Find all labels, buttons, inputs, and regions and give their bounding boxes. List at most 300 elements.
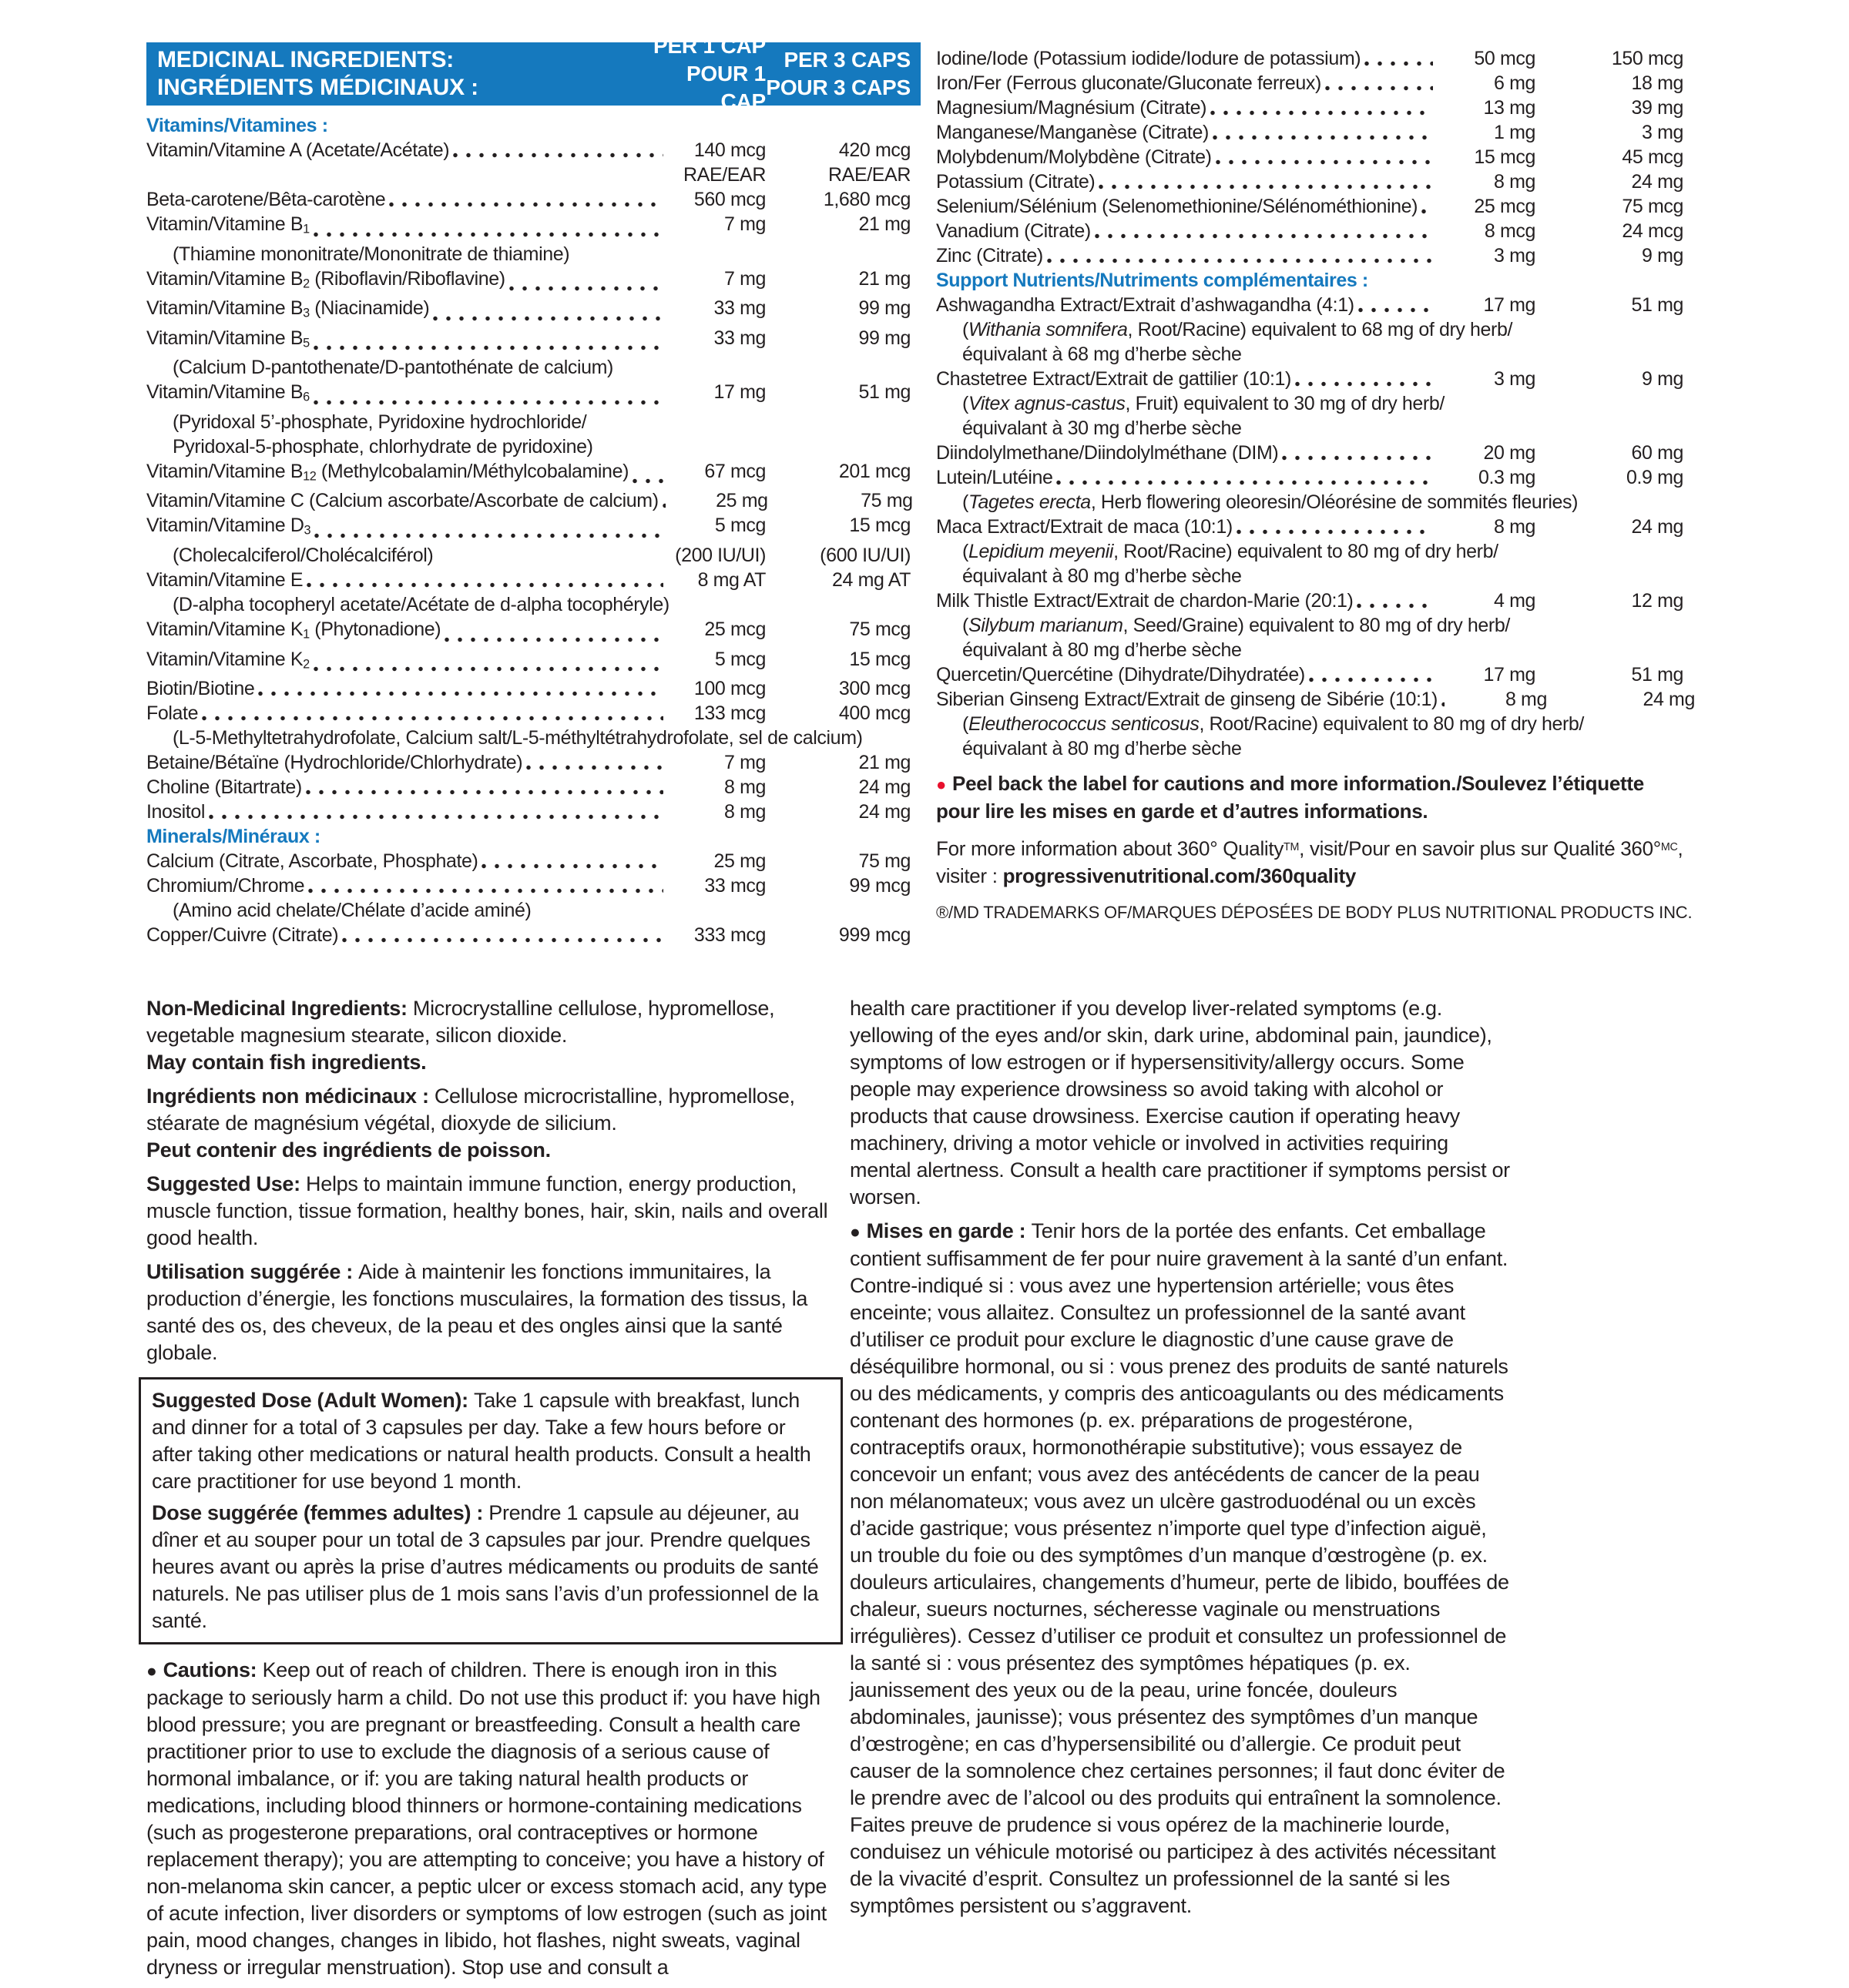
per-1-cap-value: 8 mcg — [1484, 220, 1535, 242]
text-segment: Chromium/Chrome — [146, 875, 305, 897]
dot-leader — [1324, 74, 1433, 96]
text-segment: Silybum marianum — [968, 615, 1123, 636]
ingredient-row — [146, 380, 921, 410]
ingredient-label — [936, 243, 1043, 268]
ingredient-label — [146, 647, 310, 677]
ingredient-sub-label — [146, 726, 911, 750]
text-segment: Utilisation suggérée : — [146, 1260, 359, 1283]
per-1-cap-value: 100 mcg — [693, 678, 766, 700]
dot-leader — [443, 625, 663, 647]
text-segment: Betaine/Bétaïne (Hydrochloride/Chlorhydrate) — [146, 752, 523, 774]
text-segment: (D-alpha tocopheryl acetate/Acétate de d-alpha tocophéryle) — [173, 593, 669, 615]
per-3-caps-value: 24 mg — [858, 801, 911, 823]
left-ingredient-rows — [146, 113, 921, 947]
ingredient-sub-row — [146, 592, 921, 617]
per-1-cap-value: 13 mg — [1483, 97, 1535, 119]
ingredient-row — [146, 187, 921, 212]
text-segment: Peel back the label for cautions and more information./Soulevez l’étiquette pour lire les mises en garde et d’autres informations. — [936, 772, 1644, 823]
text-segment: , Root/Racine) equivalent to 80 mg of dry herb/ — [1199, 713, 1584, 735]
ingredient-sub-row — [936, 539, 1687, 564]
ingredient-sub-row — [936, 490, 1687, 515]
ingredient-label — [146, 800, 205, 824]
black-dot-bullet-icon: ● — [850, 1222, 861, 1242]
per-1-cap-value: 25 mcg — [1474, 196, 1535, 217]
ingredient-label — [146, 849, 478, 873]
per-1-cap-value: 25 mg — [713, 850, 766, 873]
ingredient-sub-row — [936, 613, 1687, 638]
ingredient-row — [936, 515, 1687, 539]
ingredient-row — [146, 873, 921, 898]
per-3-caps-value: 99 mcg — [849, 875, 911, 897]
dot-leader — [1357, 296, 1433, 317]
ingredient-label — [936, 169, 1095, 194]
dot-leader — [1045, 246, 1433, 268]
text-segment: Non-Medicinal Ingredients: — [146, 997, 413, 1020]
dot-leader — [525, 753, 663, 775]
ingredient-row — [936, 194, 1687, 219]
dot-leader — [480, 852, 663, 873]
dose-paragraph — [152, 1387, 830, 1495]
dot-leader — [312, 388, 663, 410]
per-3-caps-column-header — [766, 46, 911, 102]
ingredient-row — [146, 923, 921, 947]
per-3-caps-value: 24 mg AT — [832, 568, 911, 591]
text-segment: Aide à maintenir les fonctions immunitaires, la production d’énergie, les fonctions musculaires, la formation des tissus, la santé des os, des cheveux, de la peau et des ongles ainsi que la santé globale. — [146, 1260, 808, 1364]
per-3-caps-value: 51 mg — [1631, 664, 1683, 686]
ingredient-label — [146, 380, 310, 410]
text-segment: For more information about 360° Quality — [936, 836, 1284, 860]
cautions-paragraph — [146, 1657, 840, 1981]
ingredient-label — [936, 46, 1361, 71]
dot-leader — [1093, 222, 1433, 243]
dot-leader — [200, 704, 663, 726]
text-segment: ( — [962, 713, 968, 735]
ingredient-row — [936, 96, 1687, 120]
text-segment: Helps to maintain immune function, energy production, muscle function, tissue formation, healthy bones, hair, skin, nails and overall good health. — [146, 1172, 828, 1249]
per-1-cap-sub-value: (200 IU/UI) — [675, 544, 766, 566]
dot-leader — [312, 220, 663, 242]
text-segment: 1 — [303, 222, 310, 236]
ingredient-sub-label — [146, 434, 911, 459]
per-1-cap-value: 333 mcg — [693, 924, 766, 947]
text-segment: Copper/Cuivre (Citrate) — [146, 924, 339, 947]
ingredient-sub-label — [146, 898, 911, 923]
medicinal-ingredients-header-bar — [146, 34, 921, 113]
ingredient-row — [146, 617, 921, 647]
per-1-cap-value: 17 mg — [713, 381, 766, 404]
text-segment: équivalant à 80 mg d’herbe sèche — [962, 639, 1242, 661]
ingredient-label — [936, 687, 1438, 712]
cautions-paragraph — [850, 1218, 1512, 1919]
text-segment: Vitamin/Vitamine B — [146, 381, 304, 404]
per-1-cap-value: 560 mcg — [693, 189, 766, 210]
text-segment: 2 — [303, 657, 310, 672]
medicinal-ingredients-left-column — [146, 34, 921, 947]
ingredient-sub-label — [936, 490, 1683, 515]
per-3-caps-value: 420 mcg — [838, 139, 911, 161]
ingredient-row — [936, 662, 1687, 687]
text-segment: Selenium/Sélénium (Selenomethionine/Sélénométhionine) — [936, 196, 1418, 217]
ingredient-row — [146, 701, 921, 726]
per-1-cap-value: 33 mg — [713, 327, 766, 349]
text-segment: Vitamin/Vitamine D — [146, 515, 304, 537]
per-3-caps-value: 21 mg — [858, 267, 911, 290]
per-3-caps-sub-value: RAE/EAR — [828, 164, 911, 186]
dot-leader — [257, 679, 663, 701]
bottom-left-text-column — [146, 995, 840, 1988]
per-1-cap-value: 7 mg — [724, 752, 766, 774]
text-segment: Vitamin/Vitamine B — [146, 297, 304, 320]
ingredient-row — [936, 293, 1687, 317]
per-1-cap-value: 25 mg — [716, 490, 768, 512]
per-1-cap-value: 5 mcg — [714, 515, 766, 537]
ingredient-label — [936, 515, 1233, 539]
cautions-paragraph — [850, 995, 1512, 1211]
dot-leader — [1209, 99, 1433, 120]
ingredient-sub-label — [936, 539, 1683, 564]
ingredient-label — [146, 212, 310, 242]
text-segment: (Methylcobalamin/Méthylcobalamine) — [316, 460, 629, 482]
non-medicinal-and-use-paragraphs — [146, 995, 840, 1366]
text-segment: Lutein/Lutéine — [936, 467, 1053, 488]
section-heading: Vitamins/Vitamines : — [146, 115, 328, 136]
per-3-caps-value: 400 mcg — [838, 702, 911, 725]
text-segment: Peut contenir des ingrédients de poisson. — [146, 1138, 551, 1162]
per-3-caps-value: 3 mg — [1642, 122, 1683, 143]
ingredient-row — [146, 296, 921, 326]
per-1-cap-value: 8 mg — [1505, 689, 1547, 710]
suggested-dose-box — [139, 1377, 843, 1644]
text-segment: Vitamin/Vitamine B — [146, 460, 304, 482]
text-segment: Biotin/Biotine — [146, 678, 255, 700]
ingredient-label — [146, 568, 303, 592]
text-segment: May contain fish ingredients. — [146, 1051, 427, 1074]
ingredient-row — [146, 568, 921, 592]
ingredient-row — [146, 267, 921, 297]
dot-leader — [305, 571, 663, 592]
ingredient-label — [146, 775, 302, 800]
ingredient-row — [936, 588, 1687, 613]
dot-leader — [431, 304, 663, 326]
per-1-cap-value: 17 mg — [1483, 664, 1535, 686]
info-paragraph — [146, 995, 840, 1049]
per-3-caps-value: 201 mcg — [838, 460, 911, 482]
per-1-cap-value: 33 mg — [713, 297, 766, 320]
per-1-cap-value: 8 mg — [724, 776, 766, 799]
text-segment: Vitamin/Vitamine B — [146, 267, 304, 290]
dot-leader — [341, 926, 663, 947]
ingredient-label — [146, 138, 449, 163]
per-1-cap-value: 7 mg — [724, 267, 766, 290]
text-segment: Magnesium/Magnésium (Citrate) — [936, 97, 1207, 119]
text-segment: , visiter : — [936, 836, 1683, 888]
text-segment: Microcrystalline cellulose, hypromellose, vegetable magnesium stearate, silicon dioxide. — [146, 997, 775, 1047]
ingredient-label — [146, 750, 522, 775]
ingredient-row — [146, 488, 921, 513]
per-1-cap-fr: POUR 1 CAP — [686, 62, 766, 113]
per-1-cap-value: 20 mg — [1483, 442, 1535, 464]
text-segment: , Fruit) equivalent to 30 mg of dry herb/ — [1125, 393, 1445, 414]
text-segment: équivalant à 30 mg d’herbe sèche — [962, 417, 1242, 439]
text-segment: 12 — [303, 469, 317, 484]
ingredient-sub-label — [936, 564, 1683, 588]
ingredient-row — [146, 513, 921, 543]
text-segment: ( — [962, 541, 968, 562]
cautions-paragraph — [146, 1657, 840, 1981]
per-3-caps-value: 15 mcg — [849, 515, 911, 537]
per-1-cap-value: 25 mcg — [704, 618, 766, 640]
dot-leader — [631, 467, 663, 488]
info-paragraph — [146, 1049, 840, 1076]
text-segment: (L-5-Methyltetrahydrofolate, Calcium salt/L-5-méthyltétrahydrofolate, sel de calcium) — [173, 727, 863, 749]
text-segment: Suggested Dose (Adult Women): — [152, 1389, 475, 1412]
per-3-caps-value: 18 mg — [1631, 72, 1683, 94]
ingredient-sub-row — [936, 317, 1687, 342]
ingredient-row — [936, 367, 1687, 391]
ingredient-sub-row — [146, 355, 921, 380]
ingredient-label — [146, 923, 338, 947]
text-segment: Iron/Fer (Ferrous gluconate/Gluconate ferreux) — [936, 72, 1321, 94]
text-segment: (Cholecalciferol/Cholécalciférol) — [173, 544, 434, 566]
text-segment: Diindolylmethane/Diindolylméthane (DIM) — [936, 442, 1279, 464]
per-3-caps-value: 60 mg — [1631, 442, 1683, 464]
text-segment: Cautions: — [163, 1658, 263, 1681]
ingredient-label — [936, 194, 1418, 219]
text-segment: (Pyridoxal 5’-phosphate, Pyridoxine hydrochloride/ — [173, 411, 587, 433]
text-segment: progressivenutritional.com/360quality — [1002, 864, 1357, 888]
per-3-caps-value: 24 mg — [1643, 689, 1695, 710]
ingredient-sub-row — [146, 163, 921, 187]
info-paragraph — [146, 1171, 840, 1252]
per-1-cap-value: 0.3 mg — [1478, 467, 1535, 488]
per-1-cap-value: 1 mg — [1494, 122, 1535, 143]
info-paragraph — [146, 1137, 840, 1164]
per-1-cap-sub-value: RAE/EAR — [683, 164, 766, 186]
per-3-caps-value: 99 mg — [858, 297, 911, 320]
dot-leader — [508, 274, 663, 296]
text-segment: health care practitioner if you develop liver-related symptoms (e.g. yellowing of the eyes and/or skin, dark urine, abdominal pain, jaundice), symptoms of low estrogen or if hypersensitivity/allergy occurs. Some people may experience drowsiness so avoid taking with alcohol or products that cause drowsiness. Exercise caution if operating heavy machinery, driving a motor vehicle or involved in activities requiring mental alertness. Consult a health care practitioner if symptoms persist or worsen. — [850, 997, 1510, 1209]
quality-info-note — [936, 833, 1687, 890]
ingredient-sub-label — [936, 416, 1683, 441]
text-segment: ( — [962, 319, 968, 340]
ingredient-label — [146, 296, 429, 326]
ingredient-label — [936, 71, 1321, 96]
text-segment: Vitex agnus-castus — [968, 393, 1126, 414]
per-1-cap-value: 133 mcg — [693, 702, 766, 725]
ingredient-sub-label — [936, 342, 1683, 367]
text-segment: Siberian Ginseng Extract/Extrait de ginseng de Sibérie (10:1) — [936, 689, 1438, 710]
ingredient-label — [146, 617, 441, 647]
per-1-cap-column-header — [650, 32, 766, 116]
ingredient-label — [936, 662, 1305, 687]
per-3-caps-value: 12 mg — [1631, 590, 1683, 612]
ingredient-row — [936, 169, 1687, 194]
dot-leader — [1211, 123, 1433, 145]
per-3-caps-value: 0.9 mg — [1626, 467, 1683, 488]
per-3-caps-value: 75 mg — [861, 490, 913, 512]
text-segment: , visit/Pour en savoir plus sur Qualité 360° — [1299, 836, 1661, 860]
text-segment: Vitamin/Vitamine B — [146, 213, 304, 235]
per-1-cap-value: 50 mcg — [1474, 48, 1535, 69]
per-3-caps-value: 9 mg — [1642, 245, 1683, 267]
per-3-caps-value: 75 mcg — [849, 618, 911, 640]
info-paragraph — [146, 1083, 840, 1137]
per-3-caps-value: 51 mg — [858, 381, 911, 404]
ingredient-label — [936, 588, 1353, 613]
per-1-cap-value: 15 mcg — [1474, 146, 1535, 168]
per-3-caps-value: 24 mcg — [1622, 220, 1683, 242]
text-segment: Folate — [146, 702, 199, 725]
dot-leader — [1440, 690, 1445, 712]
per-1-cap-value: 67 mcg — [704, 460, 766, 482]
ingredient-sub-row — [146, 434, 921, 459]
text-segment: Inositol — [146, 801, 206, 823]
ingredient-row — [146, 676, 921, 701]
text-segment: Ashwagandha Extract/Extrait d’ashwagandha (4:1) — [936, 294, 1354, 316]
per-3-caps-value: 99 mg — [858, 327, 911, 349]
text-segment: Keep out of reach of children. There is enough iron in this package to seriously harm a child. Do not use this product if: you have high blood pressure; you are pregnant or breastfeeding. Consult a health care practitioner prior to use to exclude the diagnosis of a serious cause of hormonal imbalance, or if: you are taking natural health products or medications, including blood thinners or hormone-containing medications (such as progesterone preparations, oral contraceptives or hormone replacement therapy); you are attempting to conceive; you have a history of non-melanoma skin cancer, a peptic ulcer or excess stomach acid, any type of acute infection, liver disorders or symptoms of low estrogen (such as joint pain, mood changes, changes in libido, hot flashes, night sweats, vaginal dryness or irregular menstruation). Stop use and consult a — [146, 1658, 827, 1979]
text-segment: (Niacinamide) — [309, 297, 430, 320]
text-segment: Vitamin/Vitamine B — [146, 327, 304, 349]
text-segment: ( — [962, 393, 968, 414]
dot-leader — [312, 334, 663, 355]
dot-leader — [312, 655, 663, 676]
per-1-cap-value: 8 mg — [724, 801, 766, 823]
text-segment: ( — [962, 615, 968, 636]
per-3-caps-value: 75 mg — [858, 850, 911, 873]
dot-leader — [1235, 518, 1433, 539]
ingredient-sub-row — [146, 410, 921, 434]
ingredient-sub-row — [936, 416, 1687, 441]
header-title — [157, 46, 650, 102]
ingredient-label — [936, 219, 1091, 243]
text-segment: Potassium (Citrate) — [936, 171, 1096, 193]
ingredient-label — [146, 873, 304, 898]
per-1-cap-value: 3 mg — [1494, 245, 1535, 267]
ingredient-sub-label — [146, 543, 433, 568]
text-segment: , Seed/Graine) equivalent to 80 mg of dry herb/ — [1122, 615, 1510, 636]
cautions-continued-and-mises-en-garde — [850, 995, 1512, 1919]
ingredient-label — [146, 701, 198, 726]
text-segment: Beta-carotene/Bêta-carotène — [146, 189, 386, 210]
red-dot-bullet-icon: ● — [936, 775, 947, 794]
per-3-caps-fr: POUR 3 CAPS — [766, 75, 911, 99]
right-ingredient-rows — [936, 46, 1695, 761]
per-3-caps-value: 75 mcg — [1622, 196, 1683, 217]
per-3-caps-value: 15 mcg — [849, 648, 911, 670]
text-segment: 3 — [303, 306, 310, 320]
dot-leader — [1214, 148, 1433, 169]
ingredient-label — [146, 187, 385, 212]
ingredient-label — [146, 459, 629, 489]
section-heading: Support Nutrients/Nutriments complémentaires : — [936, 270, 1368, 291]
medicinal-ingredients-right-column — [936, 46, 1695, 925]
ingredient-row — [936, 145, 1687, 169]
text-segment: 5 — [303, 336, 310, 350]
ingredient-label — [146, 513, 310, 543]
ingredient-row — [146, 459, 921, 489]
text-segment: Ingrédients non médicinaux : — [146, 1085, 435, 1108]
per-3-caps-value: 45 mcg — [1622, 146, 1683, 168]
ingredient-row — [146, 775, 921, 800]
per-1-cap-value: 17 mg — [1483, 294, 1535, 316]
black-dot-bullet-icon: ● — [146, 1661, 157, 1681]
ingredient-sub-row — [146, 726, 921, 750]
text-segment: Vitamin/Vitamine A (Acetate/Acétate) — [146, 139, 450, 161]
text-segment: Suggested Use: — [146, 1172, 307, 1195]
ingredient-row — [936, 687, 1695, 712]
text-segment: Vitamin/Vitamine K — [146, 648, 304, 670]
ingredient-sub-label — [936, 317, 1683, 342]
per-1-cap-value: 33 mcg — [704, 875, 766, 897]
ingredient-sub-label — [936, 391, 1683, 416]
per-3-caps-value: 21 mg — [858, 213, 911, 235]
per-3-caps-value: 150 mcg — [1611, 48, 1683, 69]
ingredient-sub-row — [936, 564, 1687, 588]
per-3-caps-value: 1,680 mcg — [823, 189, 911, 210]
ingredient-row — [146, 212, 921, 242]
ingredient-row — [146, 750, 921, 775]
per-1-cap-en: PER 1 CAP — [653, 34, 766, 58]
text-segment: Prendre 1 capsule au déjeuner, au dîner et au souper pour un total de 3 capsules par jour. Prendre quelques heures avant ou après la prise d’autres médicaments ou produits de santé naturels. Ne pas utiliser plus de 1 mois sans l’avis d’un professionnel de la santé. — [152, 1501, 819, 1632]
text-segment: Vitamin/Vitamine K — [146, 618, 304, 640]
per-3-caps-en: PER 3 CAPS — [784, 48, 911, 72]
text-segment: Take 1 capsule with breakfast, lunch and dinner for a total of 3 capsules per day. Take a few hours before or after taking other medications or natural health products. Consult a health care practitioner for use beyond 1 month. — [152, 1389, 811, 1493]
text-segment: Pyridoxal-5-phosphate, chlorhydrate de pyridoxine) — [173, 435, 593, 458]
per-3-caps-value: 51 mg — [1631, 294, 1683, 316]
text-segment: ( — [962, 491, 968, 513]
dot-leader — [207, 803, 663, 824]
peel-back-note — [936, 770, 1687, 824]
ingredient-row — [936, 219, 1687, 243]
text-segment: Withania somnifera — [968, 319, 1128, 340]
text-segment: (Calcium D-pantothenate/D-pantothénate de calcium) — [173, 357, 613, 379]
text-segment: Choline (Bitartrate) — [146, 776, 302, 799]
dot-leader — [1280, 444, 1433, 465]
per-3-caps-value: 24 mg — [1631, 516, 1683, 538]
text-segment: équivalant à 68 mg d’herbe sèche — [962, 344, 1242, 365]
per-3-caps-value: 24 mg — [858, 776, 911, 799]
ingredient-sub-label — [146, 592, 911, 617]
section-heading: Minerals/Minéraux : — [146, 826, 320, 848]
per-1-cap-value: 5 mcg — [714, 648, 766, 670]
per-1-cap-value: 3 mg — [1494, 368, 1535, 390]
dot-leader — [1363, 49, 1433, 71]
ingredient-row — [936, 120, 1687, 145]
text-segment: Zinc (Citrate) — [936, 245, 1043, 267]
text-segment: Vitamin/Vitamine E — [146, 568, 304, 591]
per-3-caps-sub-value: (600 IU/UI) — [820, 544, 911, 566]
ingredient-sub-label — [936, 736, 1683, 761]
ingredient-row — [936, 243, 1687, 268]
text-segment: Calcium (Citrate, Ascorbate, Phosphate) — [146, 850, 478, 873]
text-segment: Molybdenum/Molybdène (Citrate) — [936, 146, 1212, 168]
dot-leader — [1055, 468, 1433, 490]
ingredient-label — [936, 441, 1278, 465]
text-segment: Iodine/Iode (Potassium iodide/Iodure de potassium) — [936, 48, 1361, 69]
text-segment: 6 — [303, 390, 310, 404]
text-segment: Lepidium meyenii — [968, 541, 1114, 562]
ingredient-sub-row — [936, 712, 1687, 736]
text-segment: TM — [1284, 841, 1300, 853]
dot-leader — [1307, 665, 1433, 687]
ingredient-sub-label — [936, 613, 1683, 638]
text-segment: Tenir hors de la portée des enfants. Cet emballage contient suffisamment de fer pour nuire gravement à la santé d’un enfant. Contre-indiqué si : vous avez une hypertension artérielle; vous êtes enceinte; vous allaitez. Consultez un professionnel de la santé avant d’utiliser ce produit pour exclure le diagnostic d’une cause grave de déséquilibre hormonal, ou si : vous prenez des produits de santé naturels ou des médicaments, y compris des anticoagulants ou des médicaments contenant des hormones (p. ex. préparations de progestérone, contraceptifs oraux, hormonothérapie substitutive); vous essayez de concevoir un enfant; vous avez des antécédents de cancer de la peau non mélanomateux; vous avez un ulcère gastroduodénal ou un excès d’acide gastrique; vous présentez n’importe quel type d’infection aiguë, un trouble du foie ou des symptômes d’un manque d’œstrogène (p. ex. douleurs articulaires, changements d’humeur, perte de libido, bouffées de chaleur, sueurs nocturnes, sécheresse vaginale ou menstruations irrégulières). Cessez d’utiliser ce produit et consultez un professionnel de la santé si : vous présentez des symptômes hépatiques (p. ex. jaunissement des yeux ou de la peau, urine foncée, douleurs abdominales, jaunisse); vous présentez des symptômes d’un manque d’œstrogène; en cas d’hypersensibilité ou d’allergie. Ce produit peut causer de la somnolence chez certaines personnes; il faut donc éviter de le prendre avec de l’alcool ou des produits qui entraînent la somnolence. Faites preuve de prudence si vous opérez de la machinerie lourde, conduisez un véhicule motorisé ou participez à des activités nécessitant de la vivacité d’esprit. Consultez un professionnel de la santé si les symptômes persistent ou s’aggravent. — [850, 1219, 1509, 1917]
trademark-line: ®/MD TRADEMARKS OF/MARQUES DÉPOSÉES DE BODY PLUS NUTRITIONAL PRODUCTS INC. — [936, 903, 1693, 923]
ingredient-label — [936, 293, 1354, 317]
ingredient-label — [146, 267, 505, 297]
ingredient-row — [146, 326, 921, 356]
